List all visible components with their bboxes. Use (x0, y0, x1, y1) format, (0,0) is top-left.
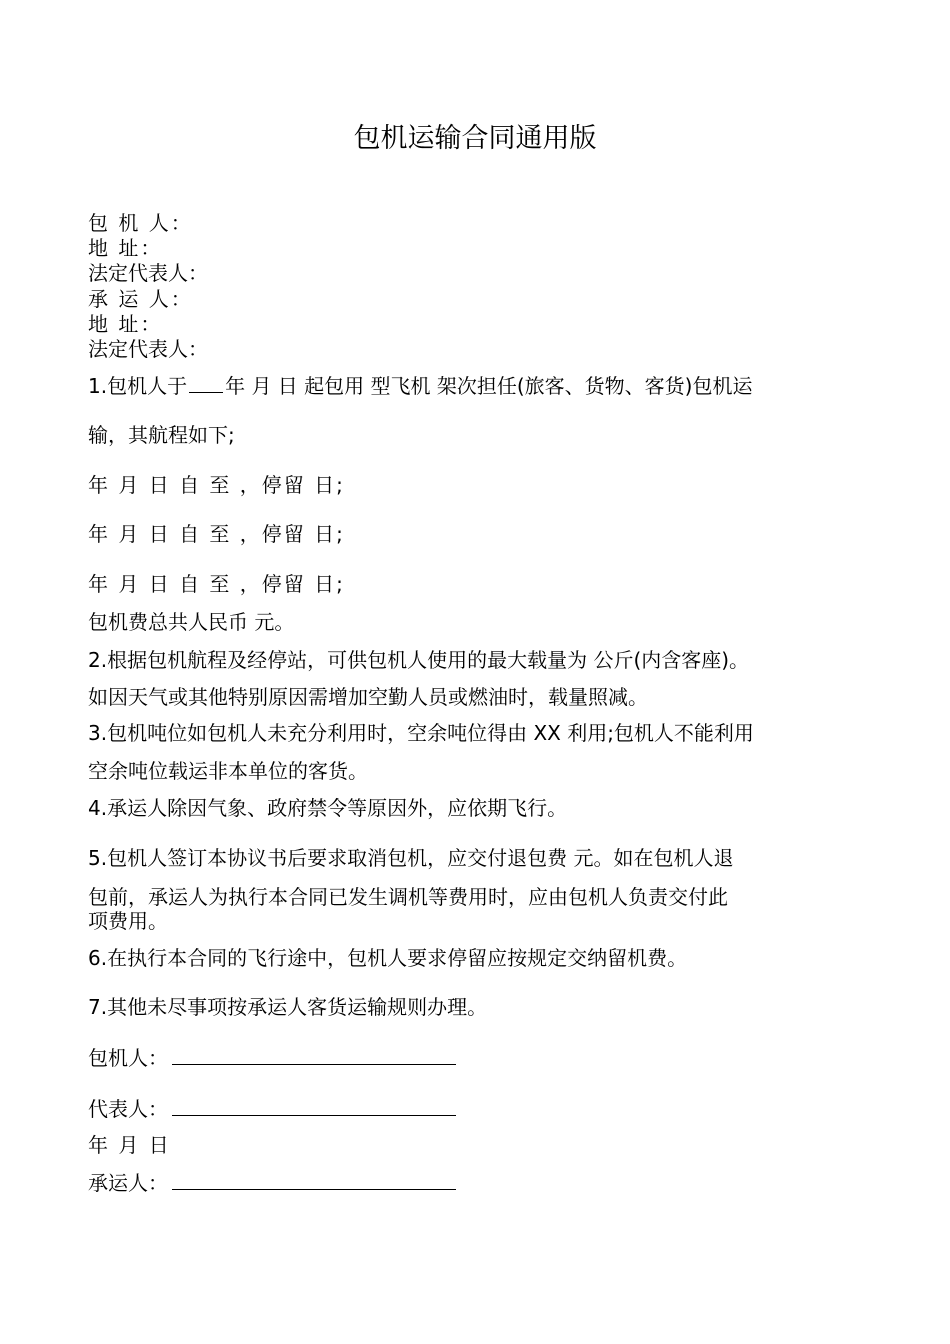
clause-3-line-1: 3.包机吨位如包机人未充分利用时，空余吨位得由 XX 利用;包机人不能利用 (88, 721, 754, 745)
carrier-representative-label: 法定代表人： (88, 337, 208, 361)
charterer-address-label: 地 址： (88, 236, 163, 260)
clause-1-line-2: 输，其航程如下; (88, 423, 235, 447)
blank-underline (189, 372, 223, 393)
signature-date: 年 月 日 (88, 1133, 171, 1157)
clause-1-line-1 (88, 372, 753, 399)
signature-underline (172, 1044, 456, 1065)
charter-fee-line: 包机费总共人民币 元。 (88, 610, 295, 634)
clause-2-line-1: 2.根据包机航程及经停站，可供包机人使用的最大载量为 公斤(内含客座)。 (88, 648, 750, 672)
clause-5-line-1: 5.包机人签订本协议书后要求取消包机，应交付退包费 元。如在包机人退 (88, 846, 734, 870)
charterer-signature-label: 包机人： (88, 1046, 168, 1070)
clause-1-prefix: 1.包机人于 (88, 374, 188, 398)
charterer-signature-line (88, 1044, 456, 1071)
signature-underline (172, 1169, 456, 1190)
clause-7-line: 7.其他未尽事项按承运人客货运输规则办理。 (88, 995, 488, 1019)
carrier-signature-label: 承运人： (88, 1171, 168, 1195)
charterer-representative-label: 法定代表人： (88, 261, 208, 285)
carrier-label: 承 运 人： (88, 287, 193, 311)
clause-2-line-2: 如因天气或其他特别原因需增加空勤人员或燃油时，载量照减。 (88, 685, 648, 709)
document-title: 包机运输合同通用版 (353, 123, 597, 154)
clause-3-line-2: 空余吨位载运非本单位的客货。 (88, 759, 368, 783)
clause-6-line: 6.在执行本合同的飞行途中，包机人要求停留应按规定交纳留机费。 (88, 946, 688, 970)
itinerary-line-1: 年 月 日 自 至 ，停留 日; (88, 473, 345, 497)
clause-5-line-3: 项费用。 (88, 909, 168, 933)
clause-4-line: 4.承运人除因气象、政府禁令等原因外，应依期飞行。 (88, 796, 568, 820)
itinerary-line-3: 年 月 日 自 至 ，停留 日; (88, 572, 345, 596)
representative-signature-line (88, 1095, 456, 1122)
representative-signature-label: 代表人： (88, 1097, 168, 1121)
clause-5-line-2: 包前，承运人为执行本合同已发生调机等费用时，应由包机人负责交付此 (88, 885, 728, 909)
clause-1-suffix: 年 月 日 起包用 型飞机 架次担任(旅客、货物、客货)包机运 (225, 374, 753, 398)
charterer-label: 包 机 人： (88, 211, 193, 235)
signature-underline (172, 1095, 456, 1116)
itinerary-line-2: 年 月 日 自 至 ，停留 日; (88, 522, 345, 546)
carrier-address-label: 地 址： (88, 312, 163, 336)
carrier-signature-line (88, 1169, 456, 1196)
